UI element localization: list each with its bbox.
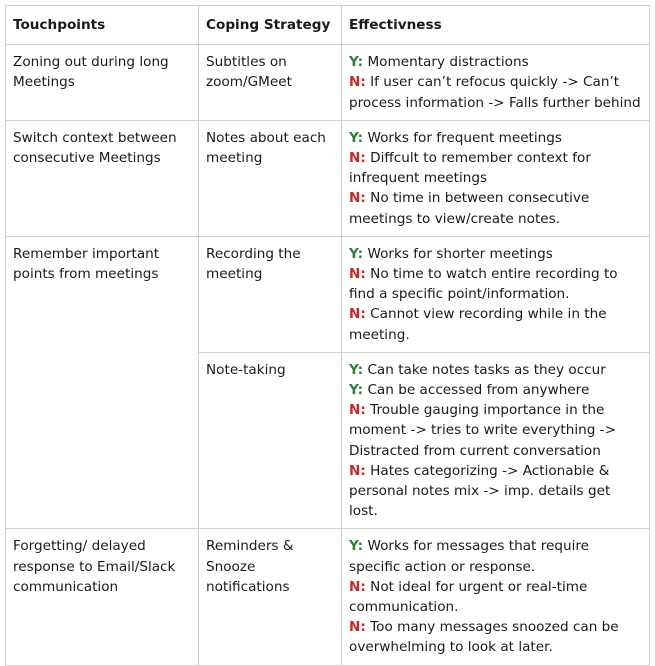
effectiveness-item: [349, 536, 643, 576]
header-coping-strategy: Coping Strategy: [199, 6, 342, 45]
effectiveness-item: [349, 148, 643, 188]
coping-strategies-table: [5, 5, 650, 666]
effectiveness-text: Works for messages that require specific action or response.: [349, 538, 590, 575]
effectiveness-text: Can take notes tasks as they occur: [367, 361, 606, 378]
table-row: [6, 529, 650, 665]
no-tag: N:: [349, 190, 366, 207]
effectiveness-text: No time to watch entire recording to find a specific point/information.: [349, 266, 618, 303]
effectiveness-item: [349, 52, 643, 72]
table-row: [6, 236, 650, 352]
effectiveness-text: Diffcult to remember context for infrequent meetings: [349, 150, 591, 187]
effectiveness-item: [349, 128, 643, 148]
effectiveness-text: Works for frequent meetings: [367, 129, 562, 146]
effectiveness-item: [349, 188, 643, 228]
no-tag: N:: [349, 150, 366, 167]
no-tag: N:: [349, 578, 366, 595]
no-tag: N:: [349, 306, 366, 323]
coping-strategy-cell: Reminders & Snooze notifications: [199, 529, 342, 665]
coping-strategy-cell: Subtitles on zoom/GMeet: [199, 45, 342, 121]
table-header-row: [6, 6, 650, 45]
effectiveness-text: Cannot view recording while in the meeting.: [349, 306, 607, 343]
yes-tag: Y:: [349, 361, 364, 378]
effectiveness-item: [349, 304, 643, 344]
effectiveness-text: If user can’t refocus quickly -> Can’t process information -> Falls further behind: [349, 74, 641, 111]
effectiveness-text: Momentary distractions: [367, 54, 529, 71]
header-touchpoints: Touchpoints: [6, 6, 199, 45]
effectiveness-cell: [342, 529, 650, 665]
effectiveness-item: [349, 577, 643, 617]
effectiveness-cell: [342, 352, 650, 529]
no-tag: N:: [349, 266, 366, 283]
touchpoint-cell: Remember important points from meetings: [6, 236, 199, 529]
effectiveness-cell: [342, 120, 650, 236]
yes-tag: Y:: [349, 245, 364, 262]
coping-strategy-cell: Notes about each meeting: [199, 120, 342, 236]
effectiveness-item: [349, 244, 643, 264]
coping-strategy-cell: Recording the meeting: [199, 236, 342, 352]
effectiveness-item: [349, 264, 643, 304]
touchpoint-cell: Switch context between consecutive Meetings: [6, 120, 199, 236]
header-effectiveness: Effectivness: [342, 6, 650, 45]
coping-strategy-cell: Note-taking: [199, 352, 342, 529]
effectiveness-item: [349, 380, 643, 400]
touchpoint-cell: Forgetting/ delayed response to Email/Slack communication: [6, 529, 199, 665]
effectiveness-text: Not ideal for urgent or real-time communication.: [349, 578, 588, 616]
effectiveness-text: Too many messages snoozed can be overwhelming to look at later.: [349, 619, 619, 656]
effectiveness-item: [349, 400, 643, 461]
effectiveness-cell: [342, 236, 650, 352]
effectiveness-text: No time in between consecutive meetings to view/create notes.: [349, 190, 590, 227]
table-row: [6, 120, 650, 236]
effectiveness-text: Works for shorter meetings: [367, 245, 553, 262]
effectiveness-cell: [342, 45, 650, 121]
touchpoint-cell: Zoning out during long Meetings: [6, 45, 199, 121]
no-tag: N:: [349, 619, 366, 636]
yes-tag: Y:: [349, 129, 364, 146]
no-tag: N:: [349, 462, 366, 479]
effectiveness-text: Can be accessed from anywhere: [367, 382, 590, 399]
yes-tag: Y:: [349, 538, 364, 555]
yes-tag: Y:: [349, 54, 364, 71]
effectiveness-text: Trouble gauging importance in the moment -> tries to write everything -> Distracted from current conversation: [349, 402, 616, 459]
no-tag: N:: [349, 402, 366, 419]
effectiveness-item: [349, 72, 643, 112]
table-row: [6, 45, 650, 121]
yes-tag: Y:: [349, 382, 364, 399]
effectiveness-item: [349, 360, 643, 380]
effectiveness-text: Hates categorizing -> Actionable & personal notes mix -> imp. details get lost.: [349, 462, 611, 520]
effectiveness-item: [349, 461, 643, 522]
no-tag: N:: [349, 74, 366, 91]
table-body: [6, 45, 650, 665]
